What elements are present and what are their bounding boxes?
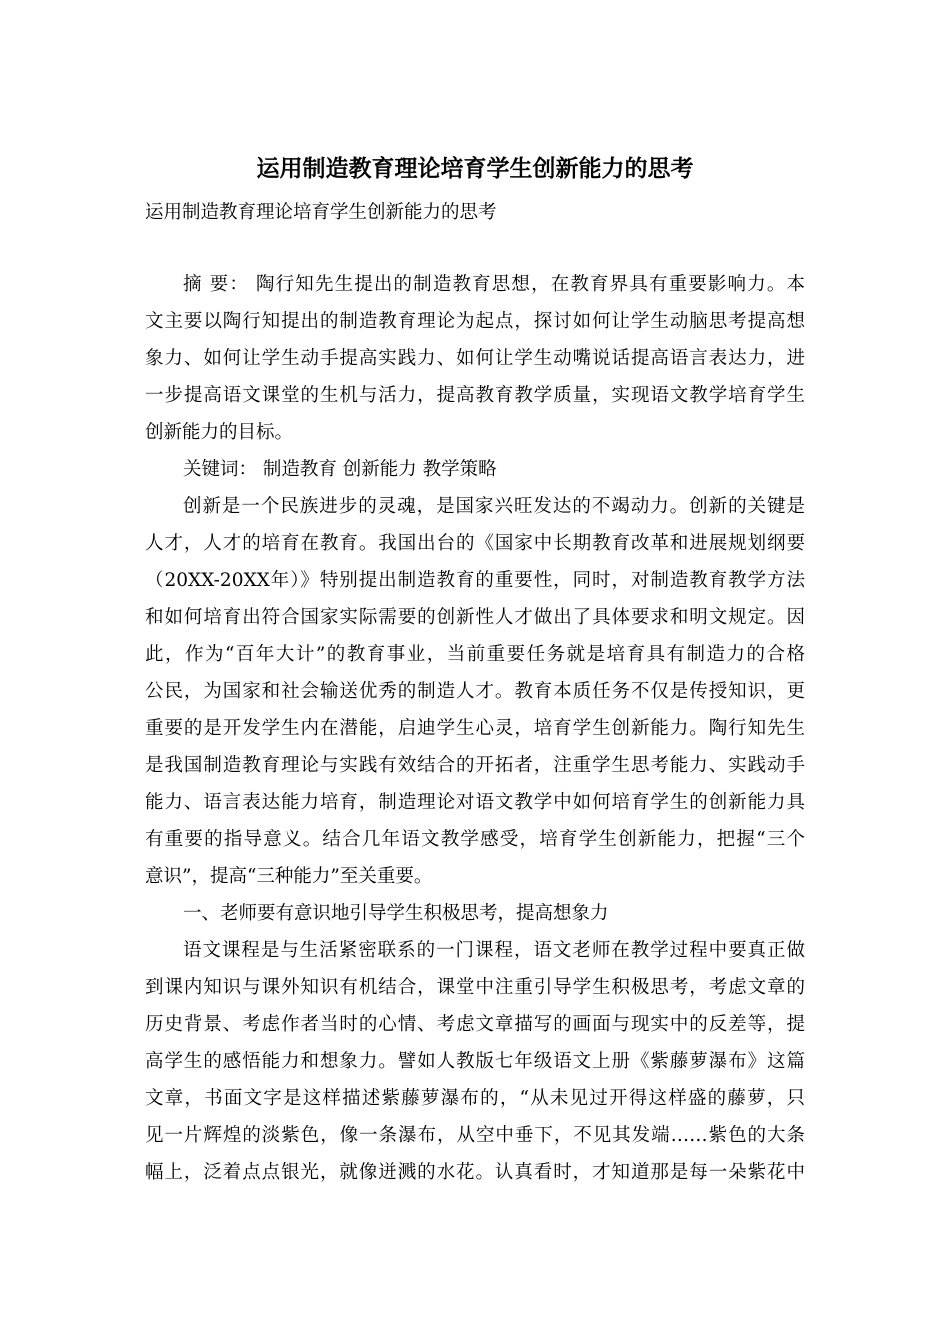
body-line: 和如何培育出符合国家实际需要的创新性人才做出了具体要求和明文规定。因: [145, 607, 805, 628]
body-line: 此，作为“百年大计”的教育事业，当前重要任务就是培育具有制造力的合格: [145, 644, 805, 665]
body-line: 到课内知识与课外知识有机结合，课堂中注重引导学生积极思考，考虑文章的: [145, 977, 805, 998]
body-line: 历史背景、考虑作者当时的心情、考虑文章描写的画面与现实中的反差等，提: [145, 1014, 805, 1035]
body-line: 是我国制造教育理论与实践有效结合的开拓者，注重学生思考能力、实践动手: [145, 755, 805, 776]
body-line: 能力、语言表达能力培育，制造理论对语文教学中如何培育学生的创新能力具: [145, 792, 805, 813]
document-title: 运用制造教育理论培育学生创新能力的思考: [256, 155, 694, 182]
body-line: 公民，为国家和社会输送优秀的制造人才。教育本质任务不仅是传授知识，更: [145, 681, 805, 702]
abstract-line: 摘 要： 陶行知先生提出的制造教育思想，在教育界具有重要影响力。本: [183, 274, 805, 295]
body-line: 重要的是开发学生内在潜能，启迪学生心灵，培育学生创新能力。陶行知先生: [145, 718, 805, 739]
body-line: 高学生的感悟能力和想象力。譬如人教版七年级语文上册《紫藤萝瀑布》这篇: [145, 1051, 805, 1072]
body-line: 幅上，泛着点点银光，就像迸溅的水花。认真看时，才知道那是每一朵紫花中: [145, 1162, 805, 1183]
abstract-line: 一步提高语文课堂的生机与活力，提高教育教学质量，实现语文教学培育学生: [145, 385, 805, 406]
body-line: 文章，书面文字是这样描述紫藤萝瀑布的，“从未见过开得这样盛的藤萝，只: [145, 1088, 805, 1109]
section-heading: 一、老师要有意识地引导学生积极思考，提高想象力: [183, 903, 609, 924]
body-line: 人才，人才的培育在教育。我国出台的《国家中长期教育改革和进展规划纲要: [145, 533, 805, 554]
body-line: 创新是一个民族进步的灵魂，是国家兴旺发达的不竭动力。创新的关键是: [183, 496, 805, 517]
abstract-line: 象力、如何让学生动手提高实践力、如何让学生动嘴说话提高语言表达力，进: [145, 348, 805, 369]
abstract-line: 创新能力的目标。: [145, 422, 294, 443]
document-subtitle: 运用制造教育理论培育学生创新能力的思考: [145, 202, 497, 223]
body-line: （20XX-20XX年）》特别提出制造教育的重要性，同时，对制造教育教学方法: [145, 570, 805, 591]
body-line: 见一片辉煌的淡紫色，像一条瀑布，从空中垂下，不见其发端……紫色的大条: [145, 1125, 805, 1146]
body-line: 语文课程是与生活紧密联系的一门课程，语文老师在教学过程中要真正做: [183, 940, 805, 961]
body-line: 意识”，提高“三种能力”至关重要。: [145, 866, 433, 887]
body-line: 有重要的指导意义。结合几年语文教学感受，培育学生创新能力，把握“三个: [145, 829, 805, 850]
keywords-line: 关键词： 制造教育 创新能力 教学策略: [183, 459, 497, 480]
abstract-line: 文主要以陶行知提出的制造教育理论为起点，探讨如何让学生动脑思考提高想: [145, 311, 805, 332]
